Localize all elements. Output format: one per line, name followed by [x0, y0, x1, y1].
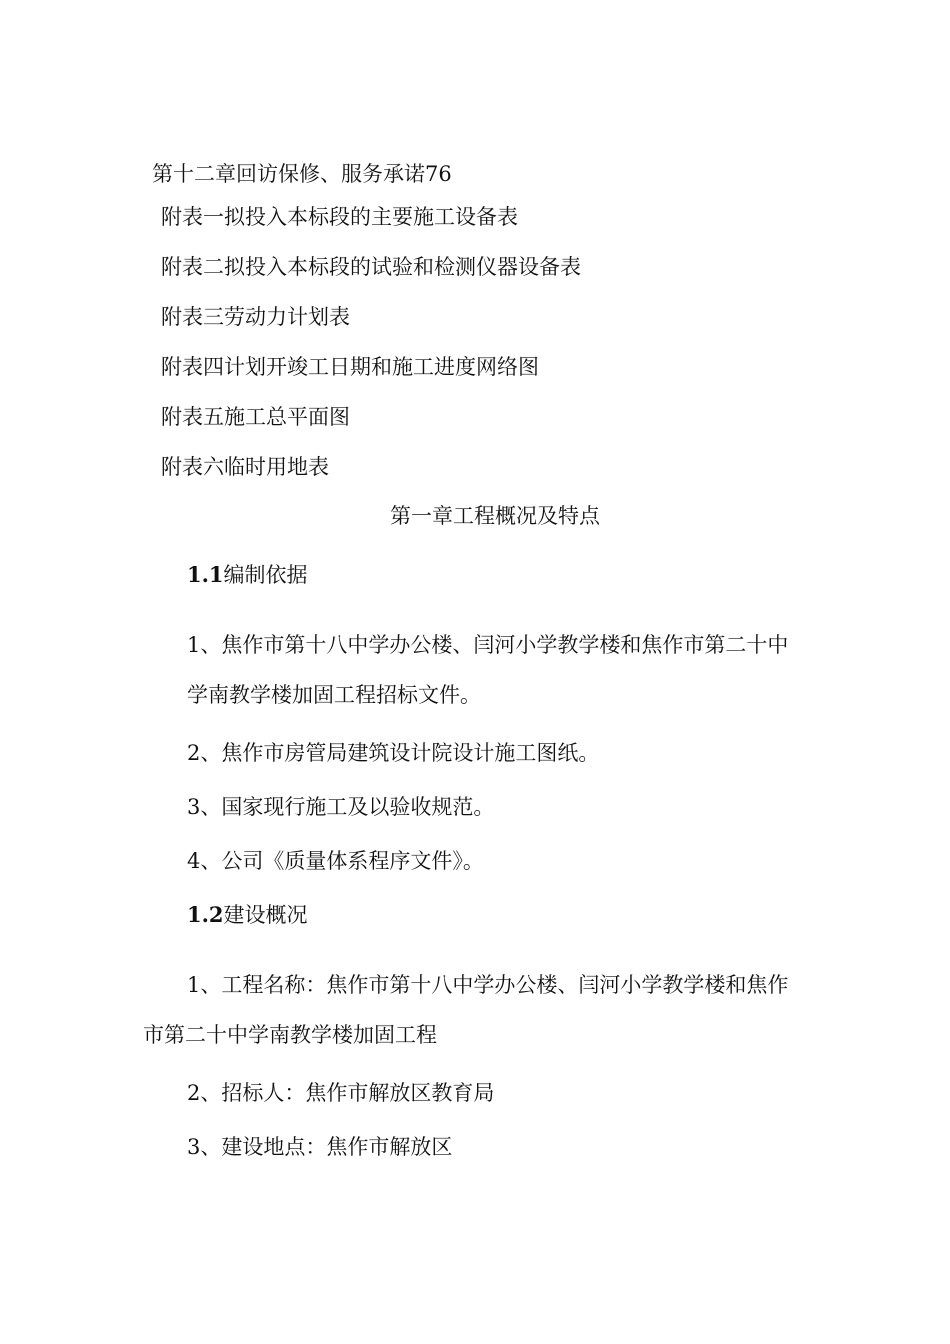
section-title: 建设概况 — [223, 903, 308, 927]
toc-chapter-12: 第十二章回访保修、服务承诺76 — [152, 162, 452, 186]
section-number: 1.1 — [187, 562, 224, 587]
toc-appendix-1: 附表一拟投入本标段的主要施工设备表 — [161, 205, 518, 229]
toc-appendix-6: 附表六临时用地表 — [161, 455, 329, 479]
toc-appendix-5: 附表五施工总平面图 — [161, 405, 350, 429]
overview-item-1-line-1: 1、工程名称：焦作市第十八中学办公楼、闫河小学教学楼和焦作 — [187, 973, 789, 997]
overview-item-2: 2、招标人：焦作市解放区教育局 — [187, 1081, 495, 1105]
section-number: 1.2 — [187, 902, 224, 927]
section-1-2-heading — [187, 901, 308, 929]
toc-appendix-3: 附表三劳动力计划表 — [161, 305, 350, 329]
toc-appendix-4: 附表四计划开竣工日期和施工进度网络图 — [161, 355, 539, 379]
overview-item-1-line-2: 市第二十中学南教学楼加固工程 — [143, 1023, 437, 1047]
section-title: 编制依据 — [223, 563, 308, 587]
overview-item-3: 3、建设地点：焦作市解放区 — [187, 1135, 453, 1159]
toc-appendix-2: 附表二拟投入本标段的试验和检测仪器设备表 — [161, 255, 581, 279]
section-1-1-heading — [187, 561, 308, 589]
basis-item-1-line-1: 1、焦作市第十八中学办公楼、闫河小学教学楼和焦作市第二十中 — [187, 633, 789, 657]
basis-item-3: 3、国家现行施工及以验收规范。 — [187, 795, 495, 819]
basis-item-4: 4、公司《质量体系程序文件》。 — [187, 849, 484, 873]
basis-item-2: 2、焦作市房管局建筑设计院设计施工图纸。 — [187, 741, 600, 765]
chapter-1-title: 第一章工程概况及特点 — [390, 504, 600, 528]
basis-item-1-line-2: 学南教学楼加固工程招标文件。 — [187, 683, 481, 707]
